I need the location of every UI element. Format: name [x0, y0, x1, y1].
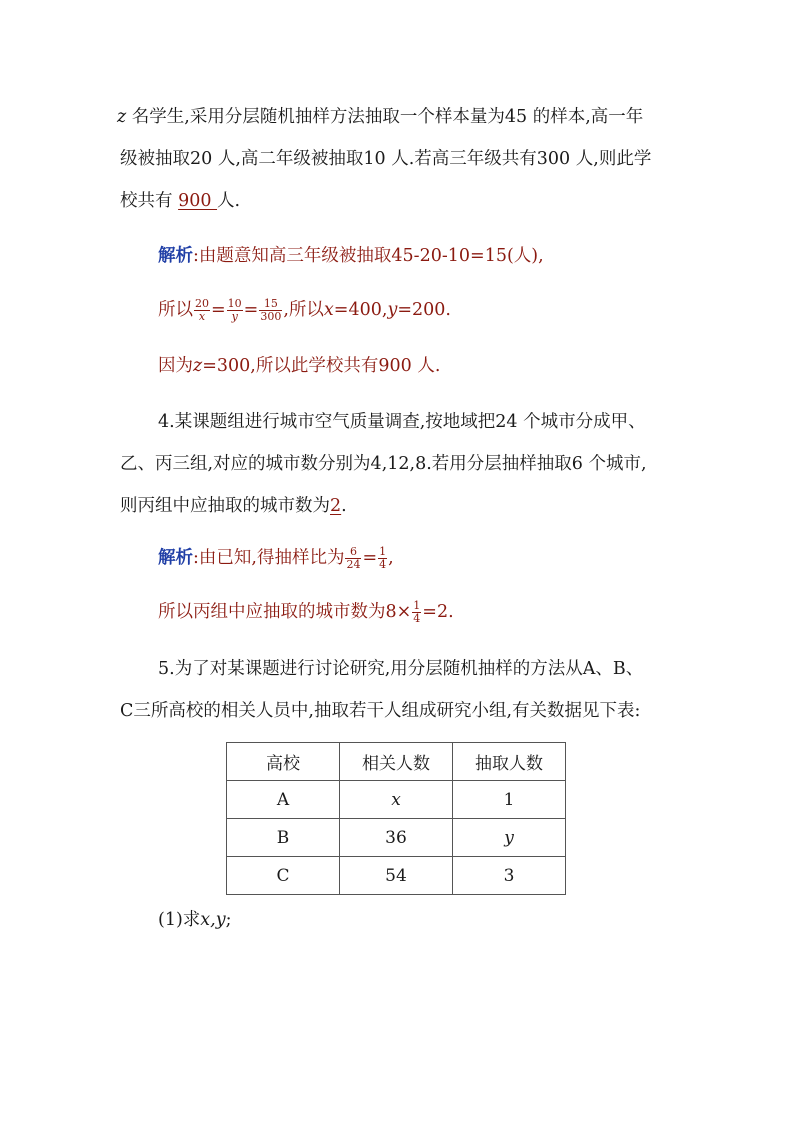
- q3-analysis-text-1: :由题意知高三年级被抽取45-20-10=15(人),: [193, 246, 544, 266]
- var-y: y: [387, 300, 398, 320]
- equals-sign: =: [211, 300, 226, 320]
- table-cell: A: [227, 781, 340, 819]
- q5-sub1-suffix: ;: [225, 910, 232, 930]
- fraction-6-over-24: [345, 546, 361, 571]
- fraction-15-over-300: [259, 298, 282, 323]
- frac-den: y: [231, 310, 238, 323]
- q4-analysis-line-1: [158, 544, 394, 572]
- table-row: [227, 781, 566, 819]
- q4-text-line-2: 乙、丙三组,对应的城市数分别为4,12,8.若用分层抽样抽取6 个城市,: [120, 454, 647, 474]
- q4-a1-suffix: ,: [388, 548, 394, 568]
- data-table: [226, 742, 566, 895]
- frac-num: 6: [345, 546, 361, 559]
- fraction-1-over-4: [378, 546, 387, 571]
- q3-a2-suffix-c: =200.: [397, 300, 451, 320]
- table-cell: 1: [453, 781, 566, 819]
- fraction-1-over-4: [412, 600, 421, 625]
- equals-sign: =: [362, 548, 378, 568]
- frac-num: 1: [379, 545, 387, 558]
- frac-num: 20: [195, 297, 209, 310]
- frac-den: 4: [413, 612, 421, 625]
- fraction-10-over-y: [227, 298, 243, 323]
- q3-a2-prefix: 所以: [158, 300, 193, 320]
- q3-var-z: z: [117, 107, 127, 127]
- q4-a2-prefix: 所以丙组中应抽取的城市数为8×: [158, 602, 412, 622]
- table-cell: 3: [453, 857, 566, 895]
- q3-a3-rest: =300,所以此学校共有900 人.: [202, 356, 441, 376]
- q3-answer: 900: [178, 191, 218, 211]
- q4-text-line-1: 4.某课题组进行城市空气质量调查,按地域把24 个城市分成甲、: [158, 412, 646, 432]
- frac-num: 1: [413, 599, 421, 612]
- table-cell: x: [340, 781, 453, 819]
- table-cell: B: [227, 819, 340, 857]
- q3-analysis-line-2: [158, 296, 451, 324]
- analysis-label: 解析: [158, 246, 193, 266]
- table-header-cell: 抽取人数: [453, 743, 566, 781]
- q4-a2-suffix: =2.: [422, 602, 454, 622]
- table-cell: C: [227, 857, 340, 895]
- q3-text-line-2: 级被抽取20 人,高二年级被抽取10 人.若高三年级共有300 人,则此学: [120, 149, 652, 169]
- table-cell: 54: [340, 857, 453, 895]
- table-row: [227, 857, 566, 895]
- table-header-cell: 高校: [227, 743, 340, 781]
- q5-text-line-2: C三所高校的相关人员中,抽取若干人组成研究小组,有关数据见下表:: [120, 701, 641, 721]
- var-x: x: [323, 300, 334, 320]
- q3-a3-prefix: 因为: [158, 356, 193, 376]
- q5-sub1-prefix: (1)求: [158, 910, 201, 930]
- table-header-row: [227, 743, 566, 781]
- frac-den: 4: [379, 558, 387, 571]
- var-z: z: [193, 356, 203, 376]
- frac-den: 300: [260, 310, 282, 323]
- q3-analysis-line-1: [158, 242, 544, 270]
- table-header-cell: 相关人数: [340, 743, 453, 781]
- q4-analysis-line-2: [158, 598, 454, 626]
- frac-den: 24: [346, 558, 361, 571]
- frac-num: 10: [227, 297, 242, 310]
- q4-line3-after: .: [341, 496, 347, 516]
- q3-text-line-1: [117, 103, 643, 131]
- table-cell: y: [453, 819, 566, 857]
- q5-subquestion-1: [158, 906, 232, 934]
- q3-line3-after: 人.: [217, 191, 241, 211]
- q3-line1-text: 名学生,采用分层随机抽样方法抽取一个样本量为45 的样本,高一年: [126, 107, 644, 127]
- frac-den: x: [198, 310, 206, 323]
- frac-num: 15: [259, 298, 282, 311]
- q4-a1-prefix: :由已知,得抽样比为: [193, 548, 345, 568]
- q3-text-line-3: [120, 187, 240, 215]
- q3-a2-suffix-a: ,所以: [283, 300, 324, 320]
- q3-analysis-line-3: [158, 352, 440, 380]
- q3-a2-suffix-b: =400,: [333, 300, 388, 320]
- table-row: [227, 819, 566, 857]
- q4-text-line-3: [120, 492, 347, 520]
- analysis-label: 解析: [158, 548, 193, 568]
- q5-sub1-vars: x,y: [200, 910, 226, 930]
- equals-sign: =: [243, 300, 259, 320]
- q4-line3-before: 则丙组中应抽取的城市数为: [120, 496, 330, 516]
- table-cell: 36: [340, 819, 453, 857]
- q4-answer: 2: [330, 496, 342, 516]
- q3-line3-before: 校共有: [120, 191, 179, 211]
- fraction-20-over-x: [194, 298, 210, 323]
- q5-text-line-1: 5.为了对某课题进行讨论研究,用分层随机抽样的方法从A、B、: [158, 659, 644, 679]
